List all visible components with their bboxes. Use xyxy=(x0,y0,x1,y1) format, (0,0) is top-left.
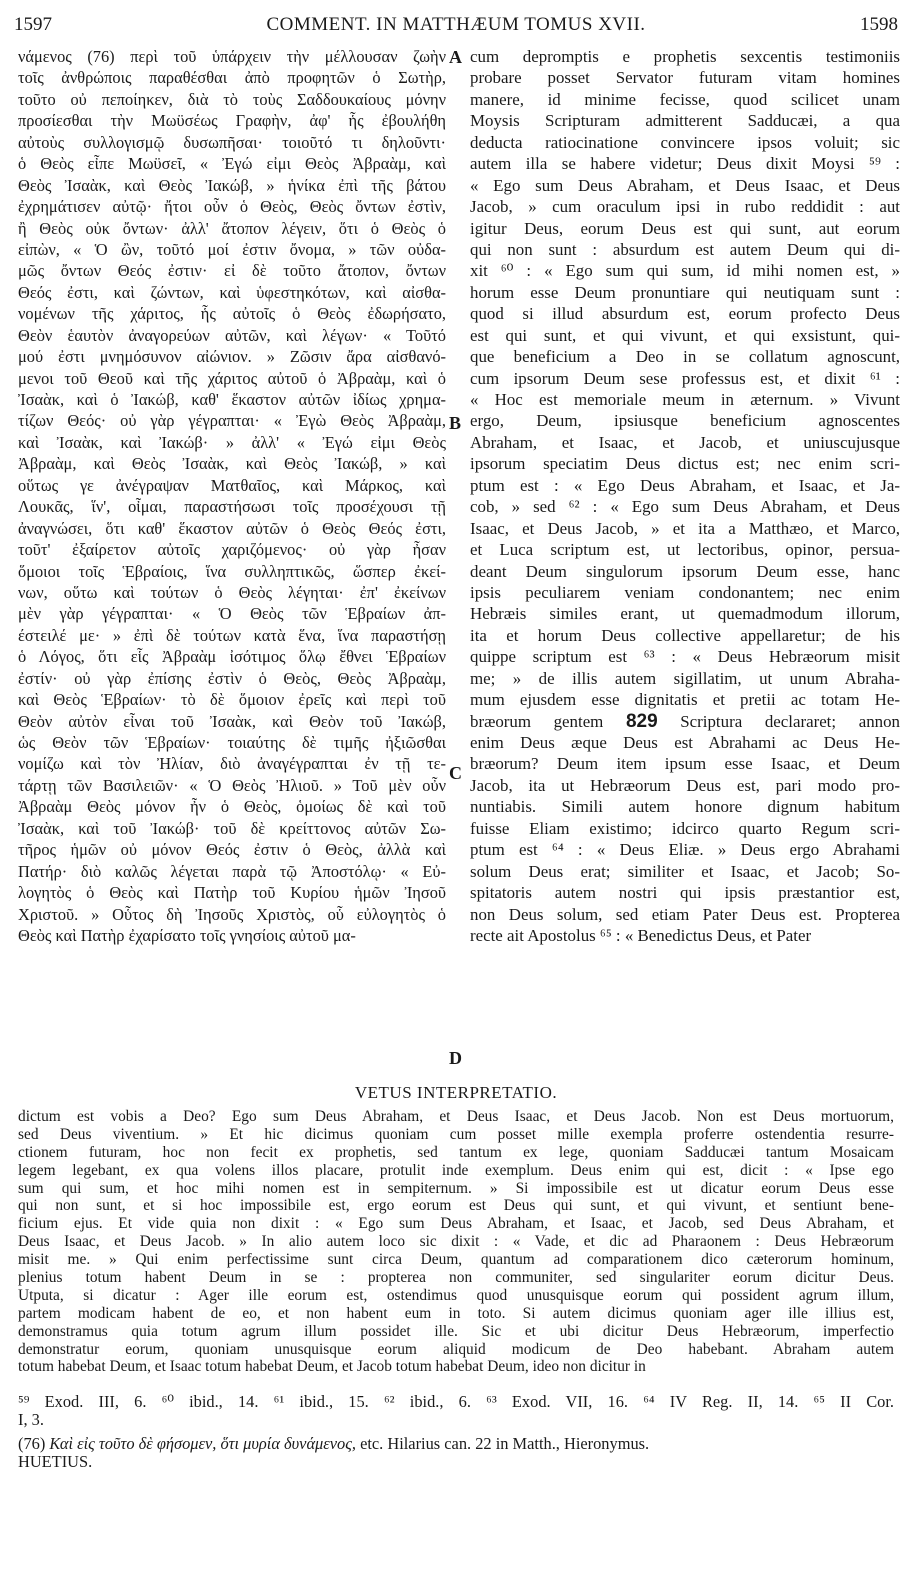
latin-line: Hebræis similes erant, ut quemadmodum illorum, xyxy=(470,604,900,624)
vetus-line: partem modicam habent de eo, et non habent eum in toto. Si autem dicimus quoniam ager ille illius est, xyxy=(18,1304,894,1322)
footnote-references: ⁵⁹ Exod. III, 6. ⁶⁰ ibid., 14. ⁶¹ ibid., 15. ⁶² ibid., 6. ⁶³ Exod. VII, 16. ⁶⁴ IV Reg. II, 14. ⁶⁵ II Cor. xyxy=(18,1392,894,1411)
greek-line: εἰπὼν, « Ὁ ὢν, τοῦτό μοί ἐστιν ὄνομα, » τῶν οὐδα- xyxy=(18,239,446,259)
greek-line: Θεὸς καὶ Πατὴρ ἐχαρίσατο τοῖς γνησίοις αὐτοῦ μα- xyxy=(18,925,356,945)
latin-line: me; » de illis autem sigillatim, ut unum Abraha- xyxy=(470,668,900,688)
footnotes xyxy=(18,1393,894,1471)
greek-line: ἀναγνώσει, ὅτι καθ' ἕκαστον αὐτῶν ὁ Θεὸς Θεός ἐστι, xyxy=(18,518,446,538)
latin-line: igitur Deus, eorum Deus est qui sunt, aut eorum xyxy=(470,218,900,238)
latin-line: spitatoris autem nostri qui ipsis præstantior est, xyxy=(470,883,900,903)
greek-line: μῶς ὄντων Θεός ἐστιν· εἰ δὲ τοῦτο ἄτοπον, ὄντων xyxy=(18,261,446,281)
latin-line: probare posset Servator futuram vitam homines xyxy=(470,68,900,88)
editorial-note xyxy=(18,1435,894,1453)
latin-line: Isaac, et Deus Jacob, » et ita a Matthæo, et Marco, xyxy=(470,518,900,538)
vetus-line: ficium ejus. Et vide quia non dixit : « Ego sum Deus Abraham, et Isaac, et Jacob, sed Deus Abraham, et xyxy=(18,1215,894,1233)
latin-line: cob, » sed ⁶² : « Ego sum Deus Abraham, et Deus xyxy=(470,497,900,517)
greek-line: οὕτως γε ἀνέγραψαν Ματθαῖος, καὶ Μάρκος, καὶ xyxy=(18,475,446,495)
greek-line: Ἀβραὰμ Θεὸς μόνον ἦν ὁ Θεὸς, ὁμοίως δὲ καὶ τοῦ xyxy=(18,797,446,817)
greek-line: ὡς Θεὸν τῶν Ἑβραίων· τοιαύτης δὲ τιμῆς ἠξιῶσθαι xyxy=(18,733,446,752)
latin-line: deducta ratiocinatione convincere ipsos voluit; sic xyxy=(470,132,900,152)
editorial-note-text: etc. Hilarius can. 22 in Matth., Hieronymus. xyxy=(355,1434,650,1453)
vetus-line: sum qui sum, et hoc mihi nomen est in sempiternum. » Si impossibile est ut dicatur eorum Deus esse xyxy=(18,1179,894,1197)
vetus-line: demonstramus quia totum agrum illum possidet ille. Sic et ubi dicitur Deus Hebræorum, imperfectio xyxy=(18,1322,894,1340)
section-marker-a: A xyxy=(449,47,462,67)
greek-line: μού ἐστι μνημόσυνον αἰώνιον. » Ζῶσιν ἄρα αἰσθανό- xyxy=(18,347,446,367)
page-number-left: 1597 xyxy=(14,14,52,35)
latin-line: deant Deum singulorum ipsorum Deum esse, hanc xyxy=(470,561,900,581)
latin-line: cum depromptis e prophetis sexcentis testimoniis xyxy=(470,47,900,66)
footnote-references-continued: I, 3. xyxy=(18,1410,44,1429)
vetus-line: plenius totum habent Deum in se : propterea non communiter, sed singulariter eorum dicitur Deus. xyxy=(18,1269,894,1287)
latin-line: enim Deus æque Deus est Abrahami ac Deus He- xyxy=(470,733,900,752)
latin-line: quod si illud absurdum est, eorum profecto Deus xyxy=(470,304,900,324)
latin-line: quippe scriptum est ⁶³ : « Deus Hebræorum misit xyxy=(470,647,900,667)
latin-line: solum Deus erat; similiter et Isaac, et Jacob; So- xyxy=(470,861,900,881)
latin-line: mum ejusdem esse dignitatis et pretii ac totam He- xyxy=(470,690,900,710)
greek-line: ὁ Λόγος, ὅτι εἷς Ἀβραὰμ ἰσότιμος ὅλῳ ἔθνει Ἑβραίων xyxy=(18,647,446,667)
greek-column xyxy=(18,46,446,946)
greek-line: ὁ Θεὸς εἶπε Μωϋσεῖ, « Ἐγώ εἰμι Θεὸς Ἀβραὰμ, καὶ xyxy=(18,154,446,174)
latin-line: ipsis peculiarem veniam condonantem; nec enim xyxy=(470,582,900,602)
greek-line: ἐχρημάτισεν αὐτῷ· ἤτοι οὖν ὁ Θεὸς, Θεὸς ὄντων ἐστὶν, xyxy=(18,197,446,217)
vetus-interpretatio-heading: VETUS INTERPRETATIO. xyxy=(354,1083,558,1102)
latin-line: xit ⁶⁰ : « Ego sum qui sum, id mihi nomen est, » xyxy=(470,261,900,281)
vetus-line: totum habebat Deum, et Isaac totum habebat Deum, et Jacob totum habebat Deum, ideo non dicitur in xyxy=(18,1358,646,1376)
editorial-note-number: (76) xyxy=(18,1434,46,1453)
latin-line: Jacob, ita ut Hebræorum Deus est, pari modo pro- xyxy=(470,775,900,795)
latin-line: cum ipsorum Deum sese professus est, et dixit ⁶¹ : xyxy=(470,368,900,388)
greek-line: τάρτῃ τῶν Βασιλειῶν· « Ὁ Θεὸς Ἠλιοῦ. » Τοῦ μὲν οὖν xyxy=(18,775,446,795)
vetus-interpretatio-text xyxy=(18,1108,894,1376)
greek-line: ἢ Θεὸς οὐκ ὄντων· ἀλλ' ἄτοπον λέγειν, ὅτι ὁ Θεὸς ὁ xyxy=(18,218,446,238)
greek-line: Λουκᾶς, ἵν', οἶμαι, παραστήσωσι τοῖς προσέχουσι τῇ xyxy=(18,497,446,517)
greek-line: Ἀβραὰμ, καὶ Θεὸς Ἰσαὰκ, καὶ Θεὸς Ἰακώβ, » καὶ xyxy=(18,454,446,474)
latin-line: nuntiabis. Simili autem honore dignum habitum xyxy=(470,797,900,817)
vetus-line: sed Deus viventium. » Et hic dicimus quoniam cum posset mille exempla proferre ostendentia resurre- xyxy=(18,1125,894,1143)
editorial-note-greek: Καὶ εἰς τοῦτο δὲ φήσομεν, ὅτι μυρία δυνάμενος, xyxy=(49,1434,356,1453)
latin-line: Abraham, et Isaac, et Jacob, et uniuscujusque xyxy=(470,432,900,452)
vetus-line: qui non sunt, et si hoc impossibile est, ergo eorum est Deus qui sunt, et qui vivunt, et sentiunt bene- xyxy=(18,1197,894,1215)
greek-line: ἐστίν· οὐ γὰρ ἐπίσης ἐστὶν ὁ Θεὸς, Θεὸς Ἀβραὰμ, xyxy=(18,668,446,688)
greek-line: Θεός ἐστι, καὶ ζώντων, καὶ ὑφεστηκότων, καὶ αἰσθα- xyxy=(18,282,446,302)
greek-line: Ἰσαὰκ, καὶ ὁ Ἰακώβ, καθ' ἕκαστον αὐτῶν ἰδίως χρημα- xyxy=(18,390,446,409)
greek-line: νομίζω καὶ τὸν Ἠλίαν, διὸ ἀναγέγραπται ἐν τῇ τε- xyxy=(18,754,446,774)
running-title: COMMENT. IN MATTHÆUM TOMUS XVII. xyxy=(266,14,646,35)
latin-line: fuisse Eliam existimo; idcirco quarto Regum scri- xyxy=(470,818,900,838)
greek-line: Ἰσαὰκ, καὶ τοῦ Ἰακώβ· τοῦ δὲ κρείττονος αὐτῶν Σω- xyxy=(18,818,446,838)
latin-line: ita et horum Deus collective appellaretur; de his xyxy=(470,625,900,645)
latin-line: Jacob, » cum oraculum ipsi in rubo reddidit : aut xyxy=(470,197,900,217)
greek-line: τοῦτο οὐ πεποίηκεν, διὰ τὸ τοὺς Σαδδουκαίους μόνην xyxy=(18,89,446,109)
section-marker-d: D xyxy=(449,1048,462,1068)
latin-line: Moysis Scripturam admitterent Sadducæi, a qua xyxy=(470,111,900,131)
latin-line: que beneficium a Deo in se collatum agnoscunt, xyxy=(470,347,900,367)
latin-line-text: bræorum gentem xyxy=(470,711,604,731)
latin-line: ipsorum speciatim Deus dictus est; nec enim scri- xyxy=(470,454,900,474)
greek-line: νομένων τῆς χάριτος, ἧς αὐτοῖς ὁ Θεὸς ἐδωρήσατο, xyxy=(18,304,446,324)
greek-line: μὲν γὰρ γέγραπται· « Ὁ Θεὸς τῶν Ἑβραίων ἀπ- xyxy=(18,604,446,624)
greek-line: μενοι τοῦ Θεοῦ καὶ τῆς χάριτος αὐτοῦ ὁ Ἀβραὰμ, καὶ ὁ xyxy=(18,368,446,388)
latin-line: ptum est : « Ego Deus Abraham, et Isaac, et Ja- xyxy=(470,475,900,495)
greek-line: τίζων Θεός· οὐ γὰρ γέγραπται· « Ἐγὼ Θεὸς Ἀβραὰμ, xyxy=(18,411,446,431)
latin-column xyxy=(470,46,900,946)
greek-line: αὐτοὺς συλλογισμῷ δυσωπῆσαι· τοιοῦτό τι δηλοῦντι· xyxy=(18,132,446,152)
latin-line: et Luca scriptum est, ut lectoribus, opinor, persua- xyxy=(470,540,900,560)
vetus-line: Deus Isaac, et Deus Jacob. » In alio autem loco sic dixit : « Vade, et dic ad Pharaonem : Deus Hebræorum xyxy=(18,1233,894,1251)
greek-line: τοῦτ' ἐξαίρετον αὐτοῖς χαριζόμενος· οὐ γὰρ ἦσαν xyxy=(18,540,446,560)
section-marker-c: C xyxy=(449,763,462,783)
vetus-line: Utputa, si dicatur : Ager ille eorum est, ostendimus quod unusquisque eorum qui possident agrum illum, xyxy=(18,1286,894,1304)
page-number-right: 1598 xyxy=(860,14,898,35)
latin-line: est qui sunt, et qui vivunt, et qui exsistunt, qui- xyxy=(470,325,900,345)
latin-line: recte ait Apostolus ⁶⁵ : « Benedictus Deus, et Pater xyxy=(470,925,812,945)
latin-line-text: Scriptura declararet; annon xyxy=(680,711,900,731)
column-number: 829 xyxy=(625,710,658,732)
vetus-line: legem legebant, ex qua volens illos placare, protulit inde exemplum. Deus enim qui est, dicit : « Ipse ego xyxy=(18,1161,894,1179)
greek-line: Θεὸς Ἰσαὰκ, καὶ Θεὸς Ἰακώβ, » ἡνίκα ἐπὶ τῆς βάτου xyxy=(18,175,446,195)
latin-line: « Hoc est memoriale meum in æternum. » Vivunt xyxy=(470,390,900,409)
greek-line: νων, οὕτω καὶ τούτων ὁ Θεὸς λέγηται· ἐπ' ἐκείνων xyxy=(18,582,446,602)
greek-line: Πατήρ· διὸ καλῶς λέγεται παρὰ τῷ Ἀποστόλῳ· « Εὐ- xyxy=(18,861,446,881)
editorial-note-author: HUETIUS. xyxy=(18,1452,93,1471)
latin-line: « Ego sum Deus Abraham, et Deus Isaac, et Deus xyxy=(470,175,900,195)
greek-line: Θεὸν αὐτὸν εἶναι τοῦ Ἰσαὰκ, καὶ Θεὸν τοῦ Ἰακώβ, xyxy=(18,711,446,731)
vetus-line: dictum est vobis a Deo? Ego sum Deus Abraham, et Deus Isaac, et Deus Jacob. Non est Deus mortuorum, xyxy=(18,1108,894,1125)
latin-line: ergo, Deum, ipsiusque beneficium agnoscentes xyxy=(470,411,900,431)
running-header xyxy=(14,14,898,38)
greek-line: τοῖς ἀνθρώποις παραθέσθαι ἀπὸ προφητῶν ὁ Σωτὴρ, xyxy=(18,68,446,88)
vetus-line: demonstratur eorum, quoniam unusquisque eorum aliquid modicum de Deo habebant. Abraham autem xyxy=(18,1340,894,1358)
greek-line: λογητὸς ὁ Θεὸς καὶ Πατὴρ τοῦ Κυρίου ἡμῶν Ἰησοῦ xyxy=(18,883,446,903)
section-marker-b: B xyxy=(449,413,462,433)
vetus-line: ctionem futuram, hoc non fecit ex prophetis, sed tantum ex lege, quoniam Sadducæi tantum Mosaicam xyxy=(18,1143,894,1161)
greek-line: καὶ Ἰσαὰκ, καὶ Ἰακώβ· » ἀλλ' « Ἐγώ εἰμι Θεὸς xyxy=(18,432,446,452)
greek-line: Θεὸν ἑαυτὸν ἀναγορεύων αὐτῶν, καὶ λέγων· « Τοῦτό xyxy=(18,325,446,345)
greek-line: τῆρος ἡμῶν οὐ μόνον Θεός ἐστιν ὁ Θεὸς, ἀλλὰ καὶ xyxy=(18,840,446,860)
latin-line: horum esse Deum pronuntiare qui neutiquam sunt : xyxy=(470,282,900,302)
latin-line: ptum est ⁶⁴ : « Deus Eliæ. » Deus ergo Abrahami xyxy=(470,840,900,860)
greek-line: ὅμοιοι τοῖς Ἑβραίοις, ἵνα συλληπτικῶς, ὥσπερ ἐκεί- xyxy=(18,561,446,581)
latin-line: manere, id minime fecisse, quod scilicet unam xyxy=(470,89,900,109)
greek-line: Χριστοῦ. » Οὗτος δὴ Ἰησοῦς Χριστὸς, οὗ εὐλογητὸς ὁ xyxy=(18,904,446,924)
greek-line: νάμενος (76) περὶ τοῦ ὑπάρχειν τὴν μέλλουσαν ζωὴν xyxy=(18,47,446,66)
greek-line: προσίεσθαι τὴν Μωϋσέως Γραφὴν, ἀφ' ἧς ἐβουλήθη xyxy=(18,111,446,131)
greek-line: έστειλέ με· » ἐπὶ δὲ τούτων κατὰ ἕνα, ἵνα παραστήσῃ xyxy=(18,625,446,645)
latin-line: non Deus solum, sed etiam Pater Deus est. Propterea xyxy=(470,904,900,924)
latin-line xyxy=(470,711,900,732)
latin-line: qui non sunt : absurdum est autem Deum qui di- xyxy=(470,239,900,259)
latin-line: bræorum? Deum item ipsum esse Isaac, et Deum xyxy=(470,754,900,774)
vetus-line: misit me. » Qui enim perfectissime sunt circa Deum, quantum ad comparationem dico cæterorum hominum, xyxy=(18,1251,894,1269)
greek-line: καὶ Θεὸς Ἑβραίων· τὸ δὲ ὅμοιον ἐρεῖς καὶ περὶ τοῦ xyxy=(18,690,446,710)
latin-line: autem illa se habere videtur; Deus dixit Moysi ⁵⁹ : xyxy=(470,154,900,174)
